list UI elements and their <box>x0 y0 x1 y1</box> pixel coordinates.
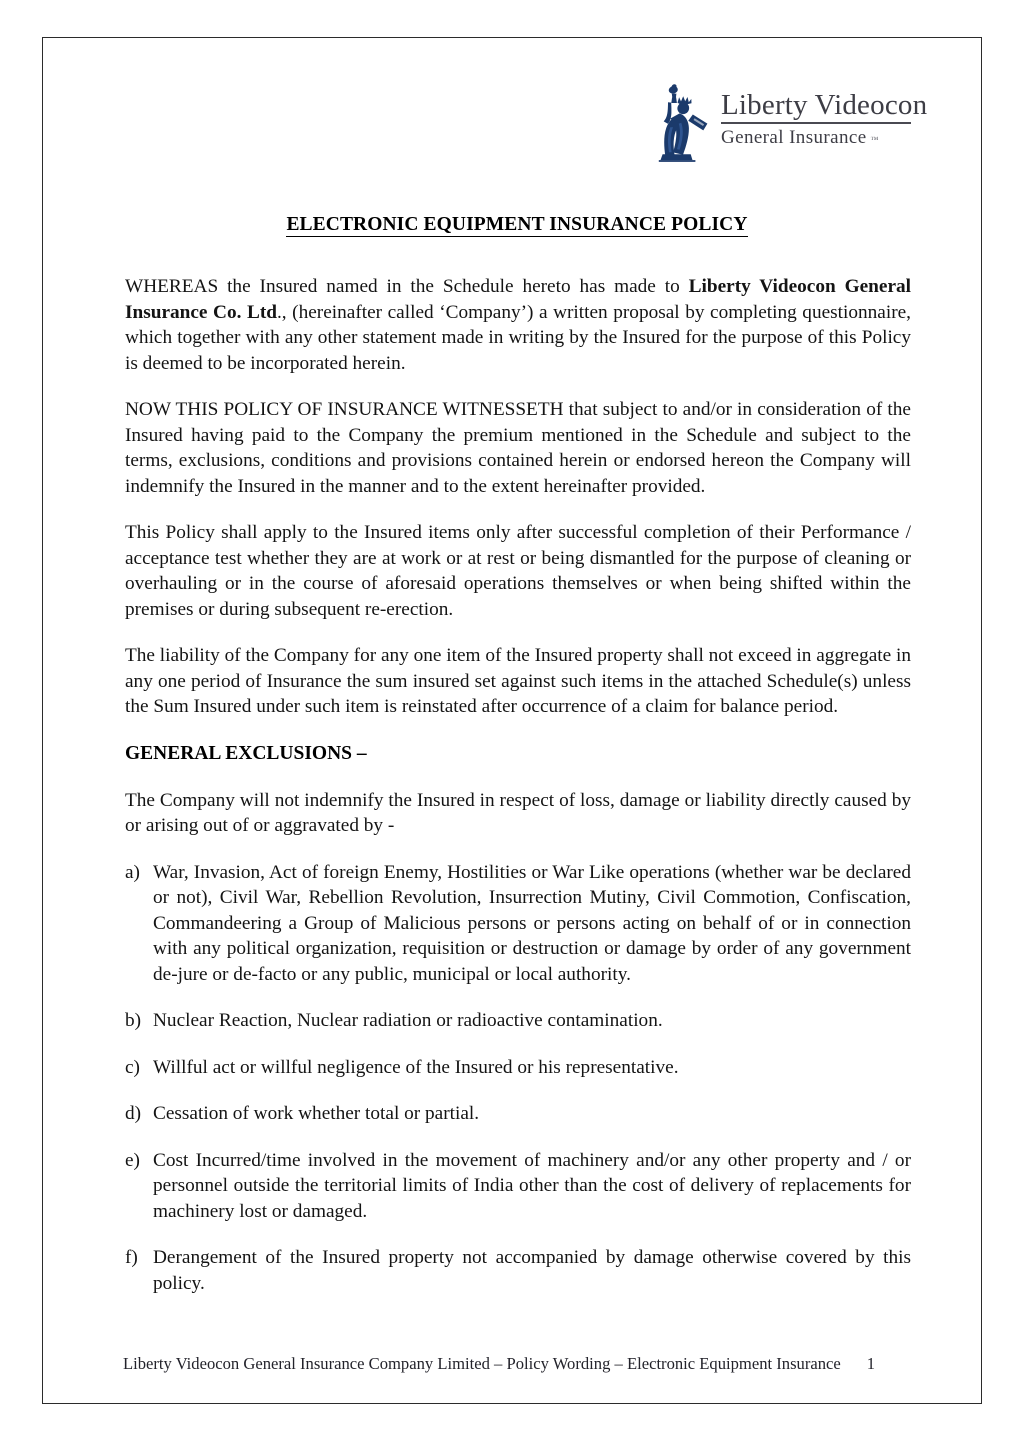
footer-text: Liberty Videocon General Insurance Company Limited – Policy Wording – Electronic Equipment Insurance <box>123 1354 841 1373</box>
list-item <box>125 1148 911 1225</box>
list-item <box>125 1055 911 1081</box>
logo-primary-text: Liberty Videocon <box>721 89 928 121</box>
list-item-text: Nuclear Reaction, Nuclear radiation or radioactive contamination. <box>153 1010 663 1031</box>
general-exclusions-list <box>125 860 911 1297</box>
list-item-text: Willful act or willful negligence of the Insured or his representative. <box>153 1056 679 1078</box>
list-item-marker: b) <box>125 1010 142 1031</box>
whereas-tail-text: ., (hereinafter called ‘Company’) a written proposal by completing questionnaire, which together with any other statement made in writing by the Insured for the purpose of this Policy is deemed to be incorporated herein. <box>125 301 912 374</box>
page-footer <box>123 1353 913 1375</box>
list-item-text: War, Invasion, Act of foreign Enemy, Hostilities or War Like operations (whether war be declared or not), Civil War, Rebellion Revolution, Insurrection Mutiny, Civil Commotion, Confiscation, Commandeering a Group of Malicious persons or persons acting on behalf of or in connection with any political organization, requisition or destruction or damage by order of any government de-jure or de-facto or any public, municipal or local authority. <box>153 861 911 985</box>
list-item-marker: d) <box>125 1103 142 1124</box>
logo-wordmark <box>721 89 928 149</box>
list-item <box>125 1101 911 1127</box>
trademark-symbol: ™ <box>870 135 879 145</box>
list-item-marker: c) <box>125 1056 140 1078</box>
company-name-bold: Liberty Videocon General Insurance Co. Ltd <box>125 276 911 323</box>
page-title-text: ELECTRONIC EQUIPMENT INSURANCE POLICY <box>286 214 748 235</box>
whereas-lead-text: WHEREAS the Insured named in the Schedule hereto has made to <box>125 276 689 297</box>
section-heading-general-exclusions: GENERAL EXCLUSIONS – <box>125 742 367 764</box>
list-item-text: Derangement of the Insured property not accompanied by damage otherwise covered by this policy. <box>153 1247 911 1294</box>
page-title <box>123 214 911 236</box>
list-item-marker: e) <box>125 1149 140 1171</box>
logo-secondary-row <box>721 127 911 149</box>
paragraph-witnesseth: NOW THIS POLICY OF INSURANCE WITNESSETH that subject to and/or in consideration of the Insured having paid to the Company the premium mentioned in the Schedule and subject to the terms, exclusions, conditions and provisions contained herein or endorsed hereon the Company will indemnify the Insured in the manner and to the extent hereinafter provided. <box>125 399 911 497</box>
document-body <box>125 274 911 1296</box>
paragraph-policy-apply: This Policy shall apply to the Insured items only after successful completion of their Performance / acceptance test whether they are at work or at rest or being dismantled for the purpose of cleaning or overhauling or in the course of aforesaid operations themselves or when being shifted within the premises or during subsequent re-erection. <box>125 522 911 620</box>
page-content-area <box>123 66 928 1356</box>
list-item-marker: a) <box>125 861 140 883</box>
list-item <box>125 860 911 988</box>
paragraph-liability: The liability of the Company for any one item of the Insured property shall not exceed in aggregate in any one period of Insurance the sum insured set against such items in the attached Schedule(s) unless the Sum Insured under such item is reinstated after occurrence of a claim for balance period. <box>125 645 912 717</box>
list-item-marker: f) <box>125 1247 138 1268</box>
document-page <box>42 37 982 1404</box>
paragraph-whereas <box>125 274 911 376</box>
list-item-text: Cost Incurred/time involved in the movement of machinery and/or any other property and / or personnel outside the territorial limits of India other than the cost of delivery of replacements for machinery lost or damaged. <box>153 1149 911 1222</box>
statue-of-liberty-icon <box>649 84 717 162</box>
list-item <box>125 1008 911 1034</box>
list-item-text: Cessation of work whether total or partial. <box>153 1103 480 1124</box>
list-item <box>125 1245 911 1296</box>
company-logo <box>649 84 928 164</box>
logo-secondary-text: General Insurance <box>721 127 867 149</box>
logo-divider-rule <box>721 122 911 124</box>
page-number: 1 <box>866 1354 876 1373</box>
paragraph-exclusions-intro: The Company will not indemnify the Insured in respect of loss, damage or liability directly caused by or arising out of or aggravated by - <box>125 789 911 836</box>
